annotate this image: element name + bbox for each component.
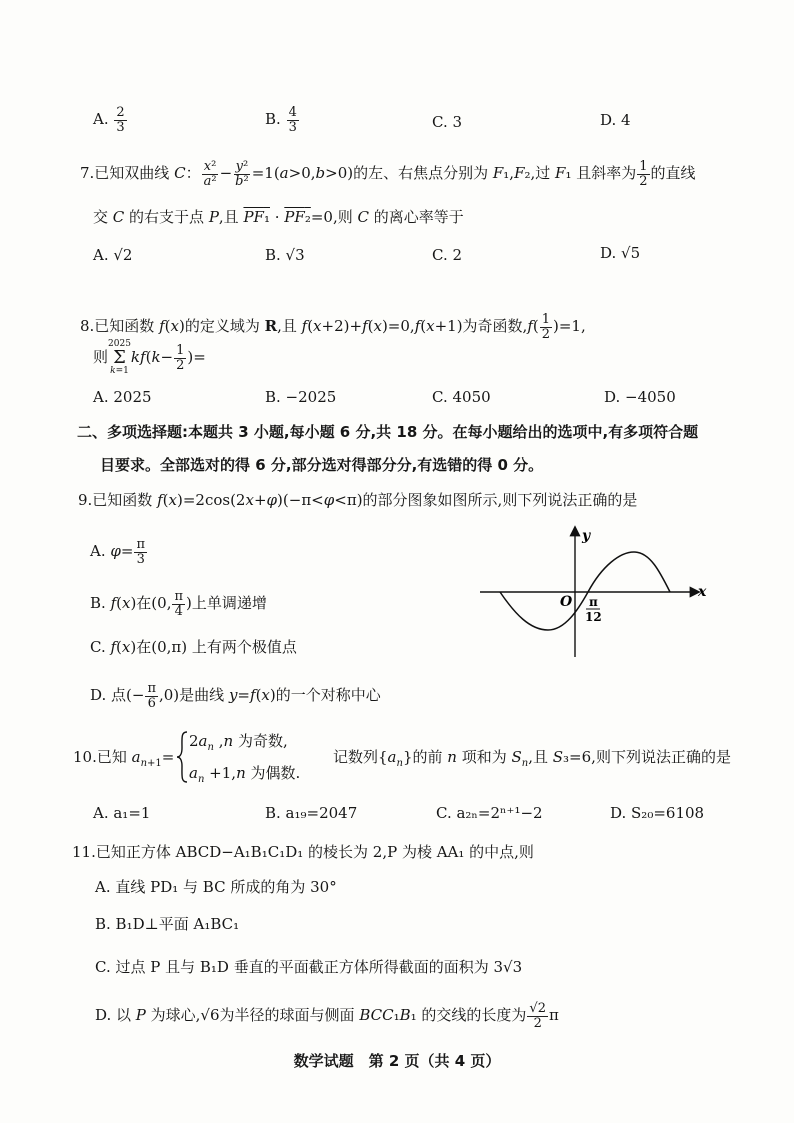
- q6-option-c: C. 3: [432, 113, 463, 131]
- q7-stem-line2: 交 C 的右支于点 P,且 PF₁ · PF₂=0,则 C 的离心率等于: [93, 208, 464, 226]
- q10-brace: [175, 730, 189, 784]
- section2-heading-line2: 目要求。全部选对的得 6 分,部分选对得部分分,有选错的得 0 分。: [100, 456, 544, 474]
- q10-suffix: 记数列$\{a_n\}$的前 n 项和为 $S_n$,且 S₃=6,则下列说法正确的是: [333, 748, 731, 769]
- q11-option-a: A. 直线 PD₁ 与 BC 所成的角为 30°: [95, 878, 337, 896]
- q8-stem-line2: 则 2025 Σ k=1 kf(k− $\frac{1}{2}$ )=: [93, 339, 206, 376]
- q9-option-c: C. f(x)在(0,π) 上有两个极值点: [90, 638, 297, 656]
- graph-origin-label: O: [560, 594, 573, 610]
- graph-tick-num: π: [589, 595, 598, 609]
- q8-option-a: A. 2025: [93, 388, 152, 406]
- q7-option-c: C. 2: [432, 246, 463, 264]
- q9-function-graph: [470, 522, 710, 662]
- q7-stem-line1: 7.已知双曲线 C： $\frac{\text{x²}}{\text{a²}}$ − $\frac{\text{y²}}{\text{b²}}$ =1(a>0,b>0)的左、右焦点分别为 F₁,F₂,过 F₁ 且斜率为 $\frac{1}{2}$ 的直线: [80, 159, 696, 189]
- q9-stem: 9.已知函数 f(x)=2cos(2x+φ)(−π<φ<π)的部分图象如图所示,则下列说法正确的是: [78, 491, 638, 509]
- graph-y-label: y: [582, 528, 591, 544]
- q9-option-d: D. 点(− $\frac{\pi}{6}$ ,0)是曲线 y=f(x)的一个对称中心: [90, 681, 381, 711]
- q11-stem: 11.已知正方体 ABCD−A₁B₁C₁D₁ 的棱长为 2,P 为棱 AA₁ 的中点,则: [72, 843, 534, 861]
- section2-heading-line1: 二、多项选择题:本题共 3 小题,每小题 6 分,共 18 分。在每小题给出的选项中,有多项符合题: [77, 423, 699, 441]
- q9-option-b: B. f(x)在(0, $\frac{\pi}{4}$ )上单调递增: [90, 589, 267, 619]
- graph-tick-den: 12: [585, 610, 602, 624]
- q8-option-c: C. 4050: [432, 388, 491, 406]
- q6-option-a: A. $\frac{2}{3}$: [93, 105, 125, 135]
- q8-stem-line1: 8.已知函数 f(x)的定义域为 R,且 f(x+2)+f(x)=0,f(x+1)为奇函数,f( $\frac{1}{2}$ )=1,: [80, 312, 586, 342]
- q10-option-b: B. a₁₉=2047: [265, 804, 358, 822]
- q6-option-b: B. $\frac{4}{3}$: [265, 105, 297, 135]
- q7-option-d: D. √5: [600, 244, 641, 262]
- q10-prefix: 10.已知 $a_{n+1}=$: [73, 748, 175, 769]
- page-footer: 数学试题 第 2 页（共 4 页）: [293, 1052, 501, 1070]
- q10-option-c: C. a₂ₙ=2ⁿ⁺¹−2: [436, 804, 543, 822]
- q6-option-d: D. 4: [600, 111, 631, 129]
- q8-option-b: B. −2025: [265, 388, 337, 406]
- q10-option-a: A. a₁=1: [93, 804, 151, 822]
- q11-option-b: B. B₁D⊥平面 A₁BC₁: [95, 915, 240, 933]
- q10-case-odd: $2a_n$ ,n 为奇数,: [189, 732, 288, 753]
- q11-option-c: C. 过点 P 且与 B₁D 垂直的平面截正方体所得截面的面积为 3√3: [95, 958, 523, 976]
- q9-option-a: A. φ= $\frac{\pi}{3}$: [90, 537, 146, 567]
- q7-option-a: A. √2: [93, 246, 133, 264]
- q8-option-d: D. −4050: [604, 388, 676, 406]
- q7-option-b: B. √3: [265, 246, 305, 264]
- q11-option-d: D. 以 P 为球心,√6为半径的球面与侧面 BCC₁B₁ 的交线的长度为 $\frac{√2}{2}$ π: [95, 1001, 559, 1031]
- q10-case-even: $a_n +1,n$ 为偶数.: [189, 764, 301, 785]
- graph-x-label: x: [698, 584, 707, 600]
- q10-option-d: D. S₂₀=6108: [610, 804, 705, 822]
